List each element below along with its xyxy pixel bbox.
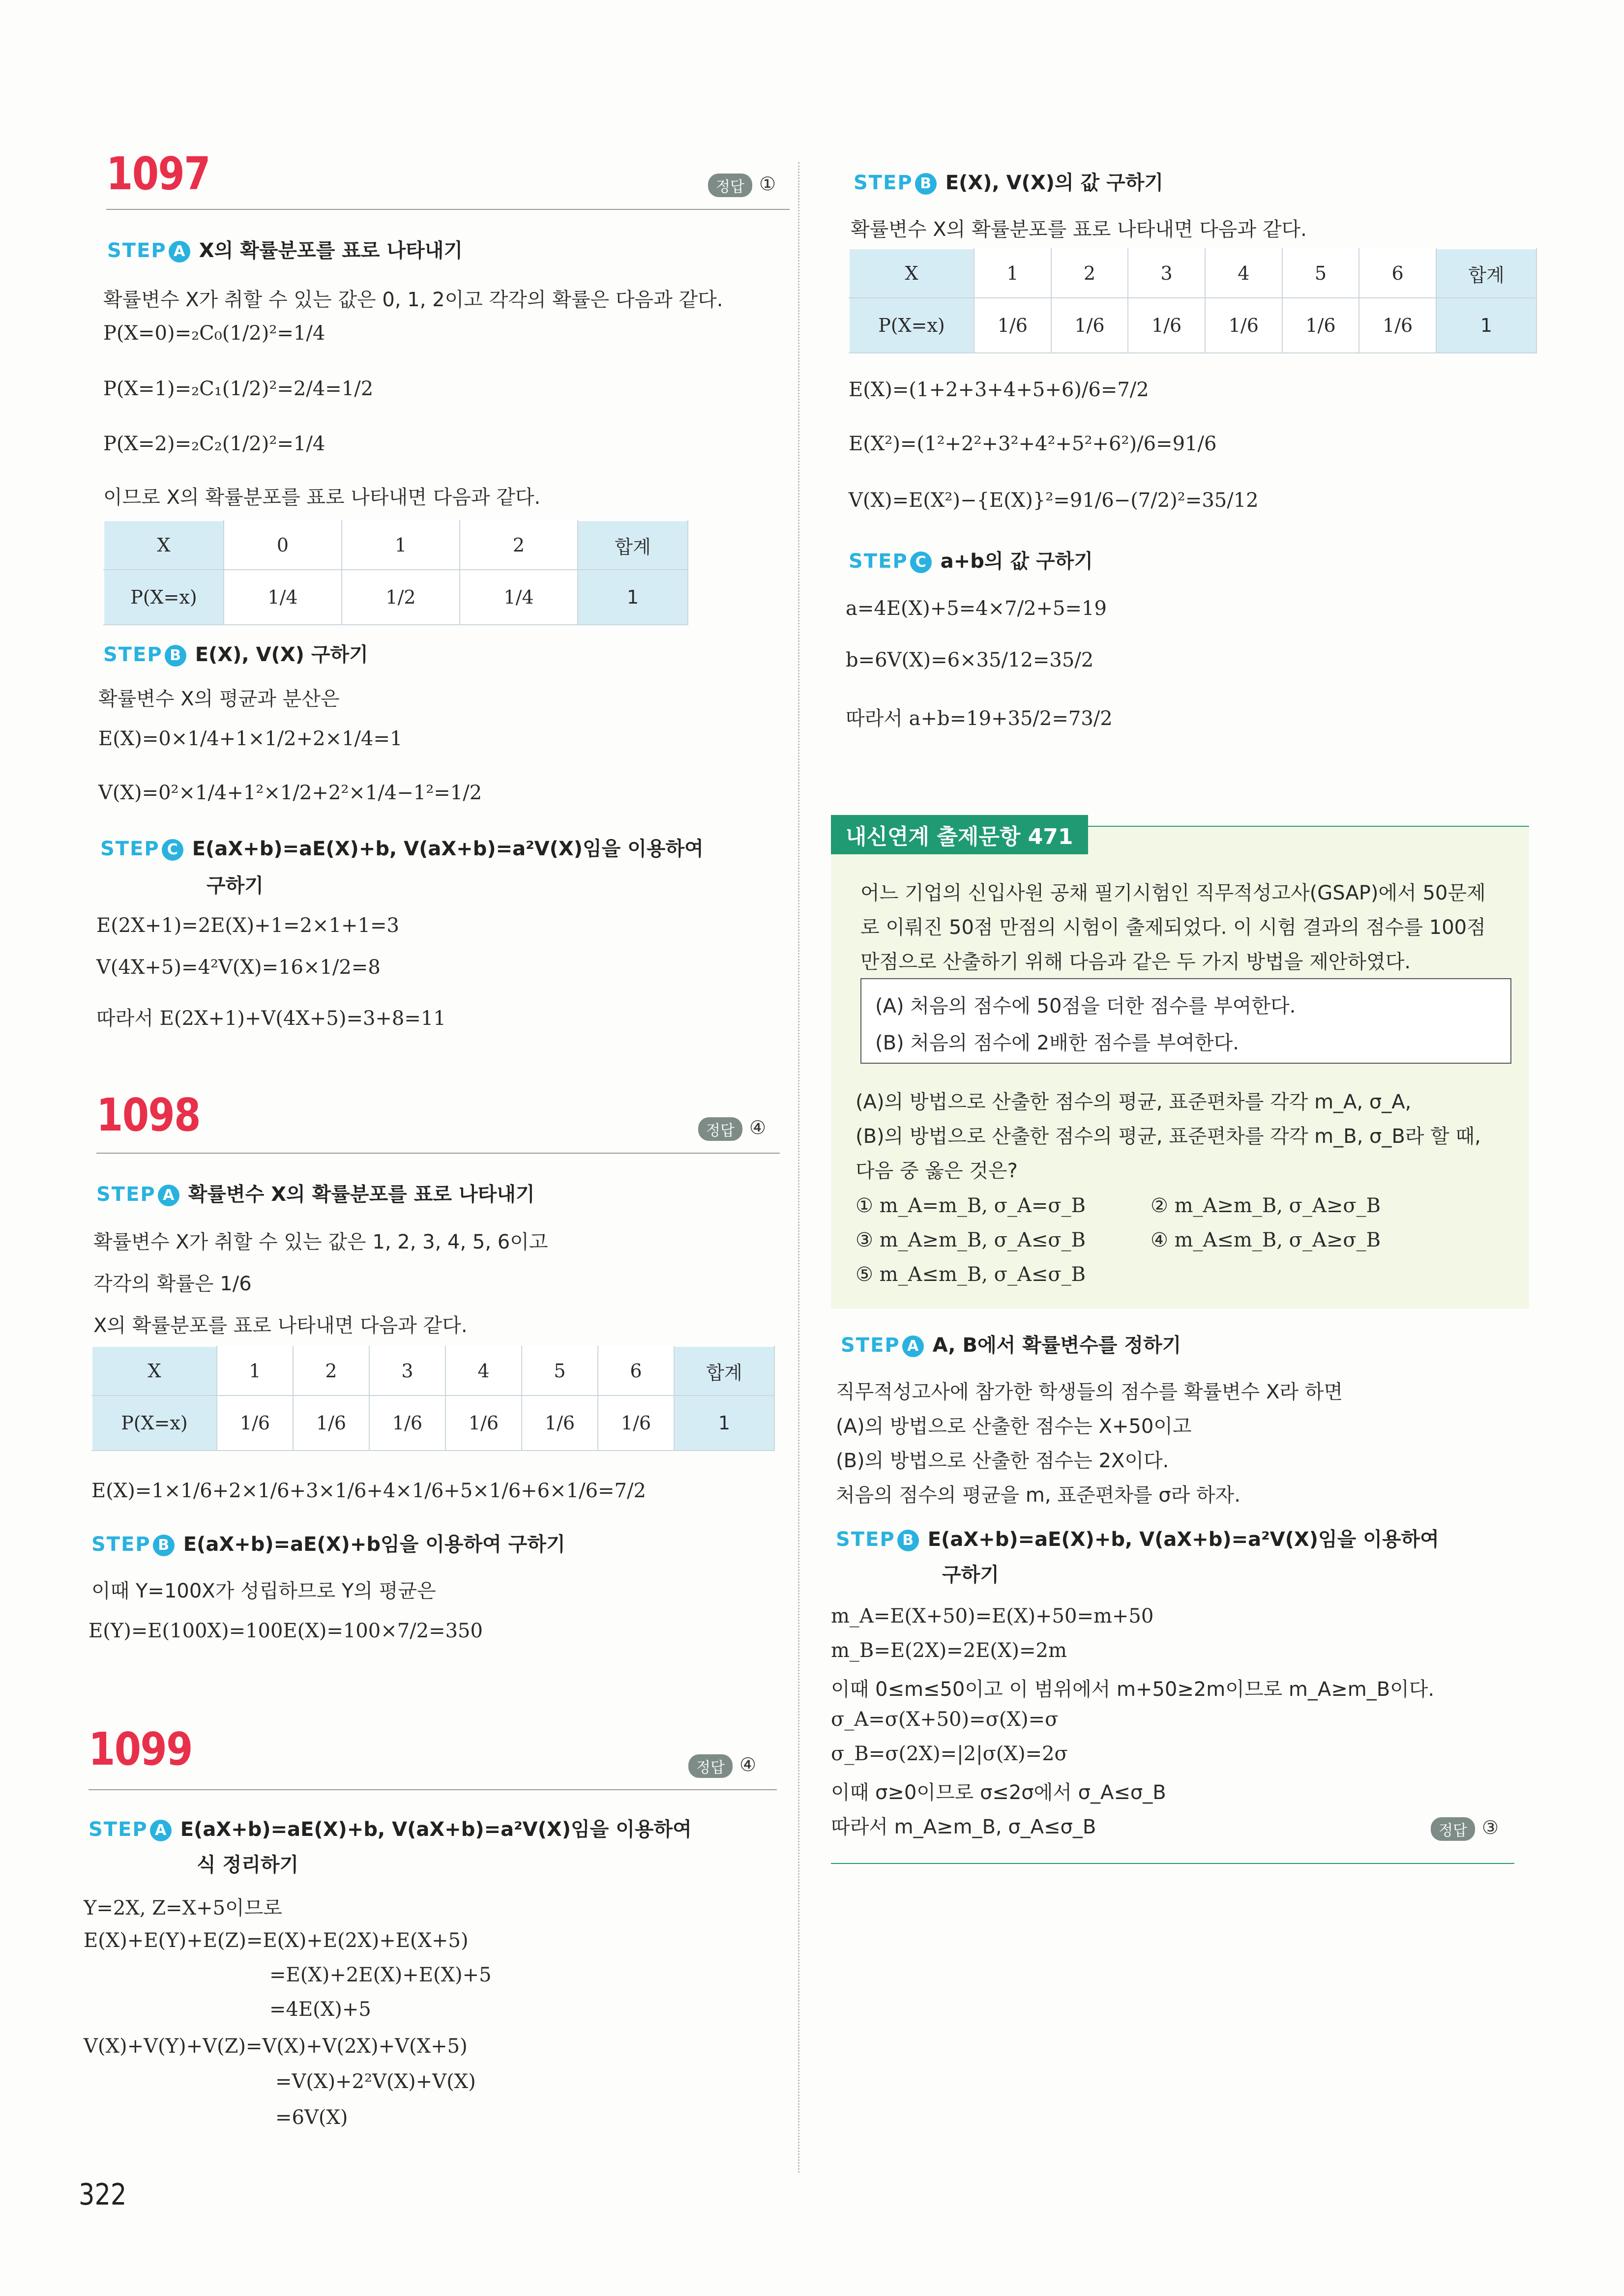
step-c-1097: STEP C E(aX+b)=aE(X)+b, V(aX+b)=a²V(X)임을 이용하여 — [100, 838, 704, 860]
prob-table-cont — [849, 248, 1537, 353]
box-q4: (A)의 방법으로 산출한 점수의 평균, 표준편차를 각각 m_A, σ_A, — [856, 1091, 1412, 1113]
cell-header-x: X — [849, 249, 974, 298]
eq-cont-1: E(X)=(1+2+3+4+5+6)/6=7/2 — [849, 378, 1149, 401]
eq-cont-2: E(X²)=(1²+2²+3²+4²+5²+6²)/6=91/6 — [849, 433, 1217, 455]
cell-prob: 1/6 — [1282, 298, 1359, 353]
cell-prob: 1/6 — [445, 1395, 522, 1451]
cell-sum-value: 1 — [1436, 298, 1536, 353]
answer-label: 정답 — [1431, 1817, 1475, 1841]
box-q3: 만점으로 산출하기 위해 다음과 같은 두 가지 방법을 제안하였다. — [860, 951, 1411, 973]
cell-sum-value: 1 — [578, 570, 688, 625]
choice-4[interactable]: ④ m_A≤m_B, σ_A≥σ_B — [1151, 1229, 1381, 1251]
eq-1099-2: E(X)+E(Y)+E(Z)=E(X)+E(2X)+E(X+5) — [84, 1929, 469, 1952]
box-q5: (B)의 방법으로 산출한 점수의 평균, 표준편차를 각각 m_B, σ_B라 할 때, — [856, 1125, 1481, 1148]
cell-prob: 1/6 — [598, 1395, 674, 1451]
problem-number-1097: 1097 — [106, 147, 210, 200]
divider — [89, 1789, 777, 1790]
cell-val: 5 — [522, 1346, 598, 1395]
divider — [106, 209, 790, 210]
cell-val: 1 — [974, 249, 1051, 298]
text-1098-a3: X의 확률분포를 표로 나타내면 다음과 같다. — [93, 1314, 468, 1337]
eq-1097-a1: P(X=0)=₂C₀(1/2)²=1/4 — [103, 322, 325, 345]
answer-1097: 정답 ① — [708, 173, 776, 197]
eq-1097-b2: V(X)=0²×1/4+1²×1/2+2²×1/4−1²=1/2 — [98, 782, 482, 804]
eq-cont-5: b=6V(X)=6×35/12=35/2 — [846, 649, 1094, 671]
prob-table-1097 — [103, 520, 688, 625]
eq-1098-b: E(Y)=E(100X)=100E(X)=100×7/2=350 — [89, 1620, 483, 1642]
cell-header-p: P(X=x) — [92, 1395, 217, 1451]
prob-table-1098 — [91, 1346, 775, 1451]
text-1098-a2: 각각의 확률은 1/6 — [93, 1273, 252, 1295]
cell-sum-label: 합계 — [578, 521, 688, 570]
step-a-1099-cont: 식 정리하기 — [197, 1854, 299, 1876]
eq-1097-c3: 따라서 E(2X+1)+V(4X+5)=3+8=11 — [96, 1007, 446, 1030]
cell-prob: 1/6 — [1359, 298, 1436, 353]
text-1098-b: 이때 Y=100X가 성립하므로 Y의 평균은 — [91, 1580, 436, 1602]
eq-1099-7: =6V(X) — [275, 2106, 348, 2129]
sol-b7: 따라서 m_A≥m_B, σ_A≤σ_B — [831, 1816, 1096, 1838]
eq-1099-4: =4E(X)+5 — [269, 1998, 371, 2021]
eq-cont-4: a=4E(X)+5=4×7/2+5=19 — [846, 597, 1107, 620]
cell-header-p: P(X=x) — [849, 298, 974, 353]
box-q1: 어느 기업의 신입사원 공채 필기시험인 직무적성고사(GSAP)에서 50문제 — [860, 882, 1486, 904]
eq-1098-a: E(X)=1×1/6+2×1/6+3×1/6+4×1/6+5×1/6+6×1/6=7/2 — [91, 1480, 646, 1502]
sol-b3: 이때 0≤m≤50이고 이 범위에서 m+50≥2m이므로 m_A≥m_B이다. — [831, 1678, 1435, 1701]
problem-number-1098: 1098 — [96, 1089, 200, 1141]
text-1098-a1: 확률변수 X가 취할 수 있는 값은 1, 2, 3, 4, 5, 6이고 — [93, 1231, 548, 1253]
choice-1[interactable]: ① m_A=m_B, σ_A=σ_B — [856, 1194, 1086, 1217]
cell-header-p: P(X=x) — [104, 570, 224, 625]
cell-prob: 1/6 — [217, 1395, 293, 1451]
cell-prob: 1/4 — [224, 570, 342, 625]
choice-5[interactable]: ⑤ m_A≤m_B, σ_A≤σ_B — [856, 1263, 1086, 1286]
answer-label: 정답 — [698, 1117, 742, 1141]
answer-1098: 정답 ④ — [698, 1117, 766, 1141]
eq-1099-6: =V(X)+2²V(X)+V(X) — [275, 2070, 476, 2093]
cell-prob: 1/6 — [1051, 298, 1128, 353]
cell-val: 1 — [217, 1346, 293, 1395]
eq-1097-c2: V(4X+5)=4²V(X)=16×1/2=8 — [96, 956, 381, 979]
cell-val: 1 — [342, 521, 460, 570]
step-a-1099: STEP A E(aX+b)=aE(X)+b, V(aX+b)=a²V(X)임을 이용하여 — [89, 1818, 692, 1841]
column-divider — [798, 162, 799, 2173]
step-b-sol-cont: 구하기 — [942, 1564, 999, 1586]
step-a-1097: STEP A X의 확률분포를 표로 나타내기 — [107, 239, 463, 262]
step-b-1098-cont: STEP B E(X), V(X)의 값 구하기 — [854, 172, 1163, 194]
cell-prob: 1/6 — [974, 298, 1051, 353]
step-c-1097-cont: 구하기 — [207, 874, 264, 897]
eq-1097-a2: P(X=1)=₂C₁(1/2)²=2/4=1/2 — [103, 378, 374, 400]
eq-1097-b1: E(X)=0×1/4+1×1/2+2×1/4=1 — [98, 727, 403, 750]
sol-a1: 직무적성고사에 참가한 학생들의 점수를 확률변수 X라 하면 — [836, 1381, 1343, 1403]
cell-prob: 1/4 — [460, 570, 578, 625]
cell-val: 6 — [598, 1346, 674, 1395]
cell-prob: 1/6 — [1128, 298, 1205, 353]
eq-cont-3: V(X)=E(X²)−{E(X)}²=91/6−(7/2)²=35/12 — [849, 489, 1259, 512]
cell-prob: 1/6 — [369, 1395, 445, 1451]
text-1097-a: 확률변수 X가 취할 수 있는 값은 0, 1, 2이고 각각의 확률은 다음과 같다. — [103, 289, 723, 311]
text-1097-after: 이므로 X의 확률분포를 표로 나타내면 다음과 같다. — [103, 486, 541, 509]
step-a-1098: STEP A 확률변수 X의 확률분포를 표로 나타내기 — [96, 1183, 535, 1206]
sol-b2: m_B=E(2X)=2E(X)=2m — [831, 1639, 1067, 1662]
box-opt-a: (A) 처음의 점수에 50점을 더한 점수를 부여한다. — [875, 995, 1296, 1017]
choice-3[interactable]: ③ m_A≥m_B, σ_A≤σ_B — [856, 1229, 1086, 1251]
sol-a3: (B)의 방법으로 산출한 점수는 2X이다. — [836, 1450, 1169, 1472]
step-c-cont: STEP C a+b의 값 구하기 — [849, 550, 1093, 573]
eq-1097-c1: E(2X+1)=2E(X)+1=2×1+1=3 — [96, 914, 399, 937]
sol-b5: σ_B=σ(2X)=|2|σ(X)=2σ — [831, 1743, 1068, 1765]
cell-val: 4 — [445, 1346, 522, 1395]
sol-b4: σ_A=σ(X+50)=σ(X)=σ — [831, 1708, 1059, 1731]
cell-prob: 1/6 — [522, 1395, 598, 1451]
answer-label: 정답 — [688, 1754, 733, 1778]
cell-prob: 1/2 — [342, 570, 460, 625]
box-q6: 다음 중 옳은 것은? — [856, 1160, 1018, 1182]
box-bottom-rule — [831, 1863, 1514, 1864]
related-problem-header: 내신연계 출제문항 471 — [831, 815, 1088, 854]
answer-1099: 정답 ④ — [688, 1754, 756, 1778]
cell-val: 0 — [224, 521, 342, 570]
cell-val: 3 — [369, 1346, 445, 1395]
cell-sum-label: 합계 — [1436, 249, 1536, 298]
cell-sum-label: 합계 — [674, 1346, 774, 1395]
step-b-1097: STEP B E(X), V(X) 구하기 — [103, 643, 368, 666]
eq-1099-5: V(X)+V(Y)+V(Z)=V(X)+V(2X)+V(X+5) — [84, 2035, 468, 2058]
sol-a2: (A)의 방법으로 산출한 점수는 X+50이고 — [836, 1415, 1192, 1438]
cell-val: 6 — [1359, 249, 1436, 298]
cell-val: 2 — [460, 521, 578, 570]
cell-sum-value: 1 — [674, 1395, 774, 1451]
eq-1099-1: Y=2X, Z=X+5이므로 — [84, 1897, 282, 1919]
text-cont-b: 확률변수 X의 확률분포를 표로 나타내면 다음과 같다. — [851, 218, 1307, 241]
cell-val: 2 — [293, 1346, 369, 1395]
cell-prob: 1/6 — [1205, 298, 1282, 353]
choice-2[interactable]: ② m_A≥m_B, σ_A≥σ_B — [1151, 1194, 1381, 1217]
box-q2: 로 이뤄진 50점 만점의 시험이 출제되었다. 이 시험 결과의 점수를 100점 — [860, 916, 1486, 939]
answer-471: 정답 ③ — [1431, 1817, 1499, 1841]
divider — [96, 1153, 780, 1154]
problem-number-1099: 1099 — [89, 1723, 192, 1775]
eq-1099-3: =E(X)+2E(X)+E(X)+5 — [269, 1964, 492, 1986]
eq-cont-6: 따라서 a+b=19+35/2=73/2 — [846, 707, 1113, 730]
cell-prob: 1/6 — [293, 1395, 369, 1451]
box-opt-b: (B) 처음의 점수에 2배한 점수를 부여한다. — [875, 1032, 1239, 1054]
step-b-1098: STEP B E(aX+b)=aE(X)+b임을 이용하여 구하기 — [91, 1533, 565, 1556]
cell-val: 3 — [1128, 249, 1205, 298]
cell-header-x: X — [104, 521, 224, 570]
step-b-sol: STEP B E(aX+b)=aE(X)+b, V(aX+b)=a²V(X)임을 이용하여 — [836, 1528, 1439, 1551]
cell-header-x: X — [92, 1346, 217, 1395]
sol-b1: m_A=E(X+50)=E(X)+50=m+50 — [831, 1605, 1154, 1628]
cell-val: 4 — [1205, 249, 1282, 298]
answer-label: 정답 — [708, 174, 752, 197]
text-1097-b: 확률변수 X의 평균과 분산은 — [98, 688, 340, 710]
sol-a4: 처음의 점수의 평균을 m, 표준편차를 σ라 하자. — [836, 1484, 1240, 1507]
cell-val: 5 — [1282, 249, 1359, 298]
cell-val: 2 — [1051, 249, 1128, 298]
page-number: 322 — [79, 2178, 127, 2212]
sol-b6: 이때 σ≥0이므로 σ≤2σ에서 σ_A≤σ_B — [831, 1781, 1166, 1804]
step-a-sol: STEP A A, B에서 확률변수를 정하기 — [841, 1334, 1181, 1357]
eq-1097-a3: P(X=2)=₂C₂(1/2)²=1/4 — [103, 433, 325, 455]
